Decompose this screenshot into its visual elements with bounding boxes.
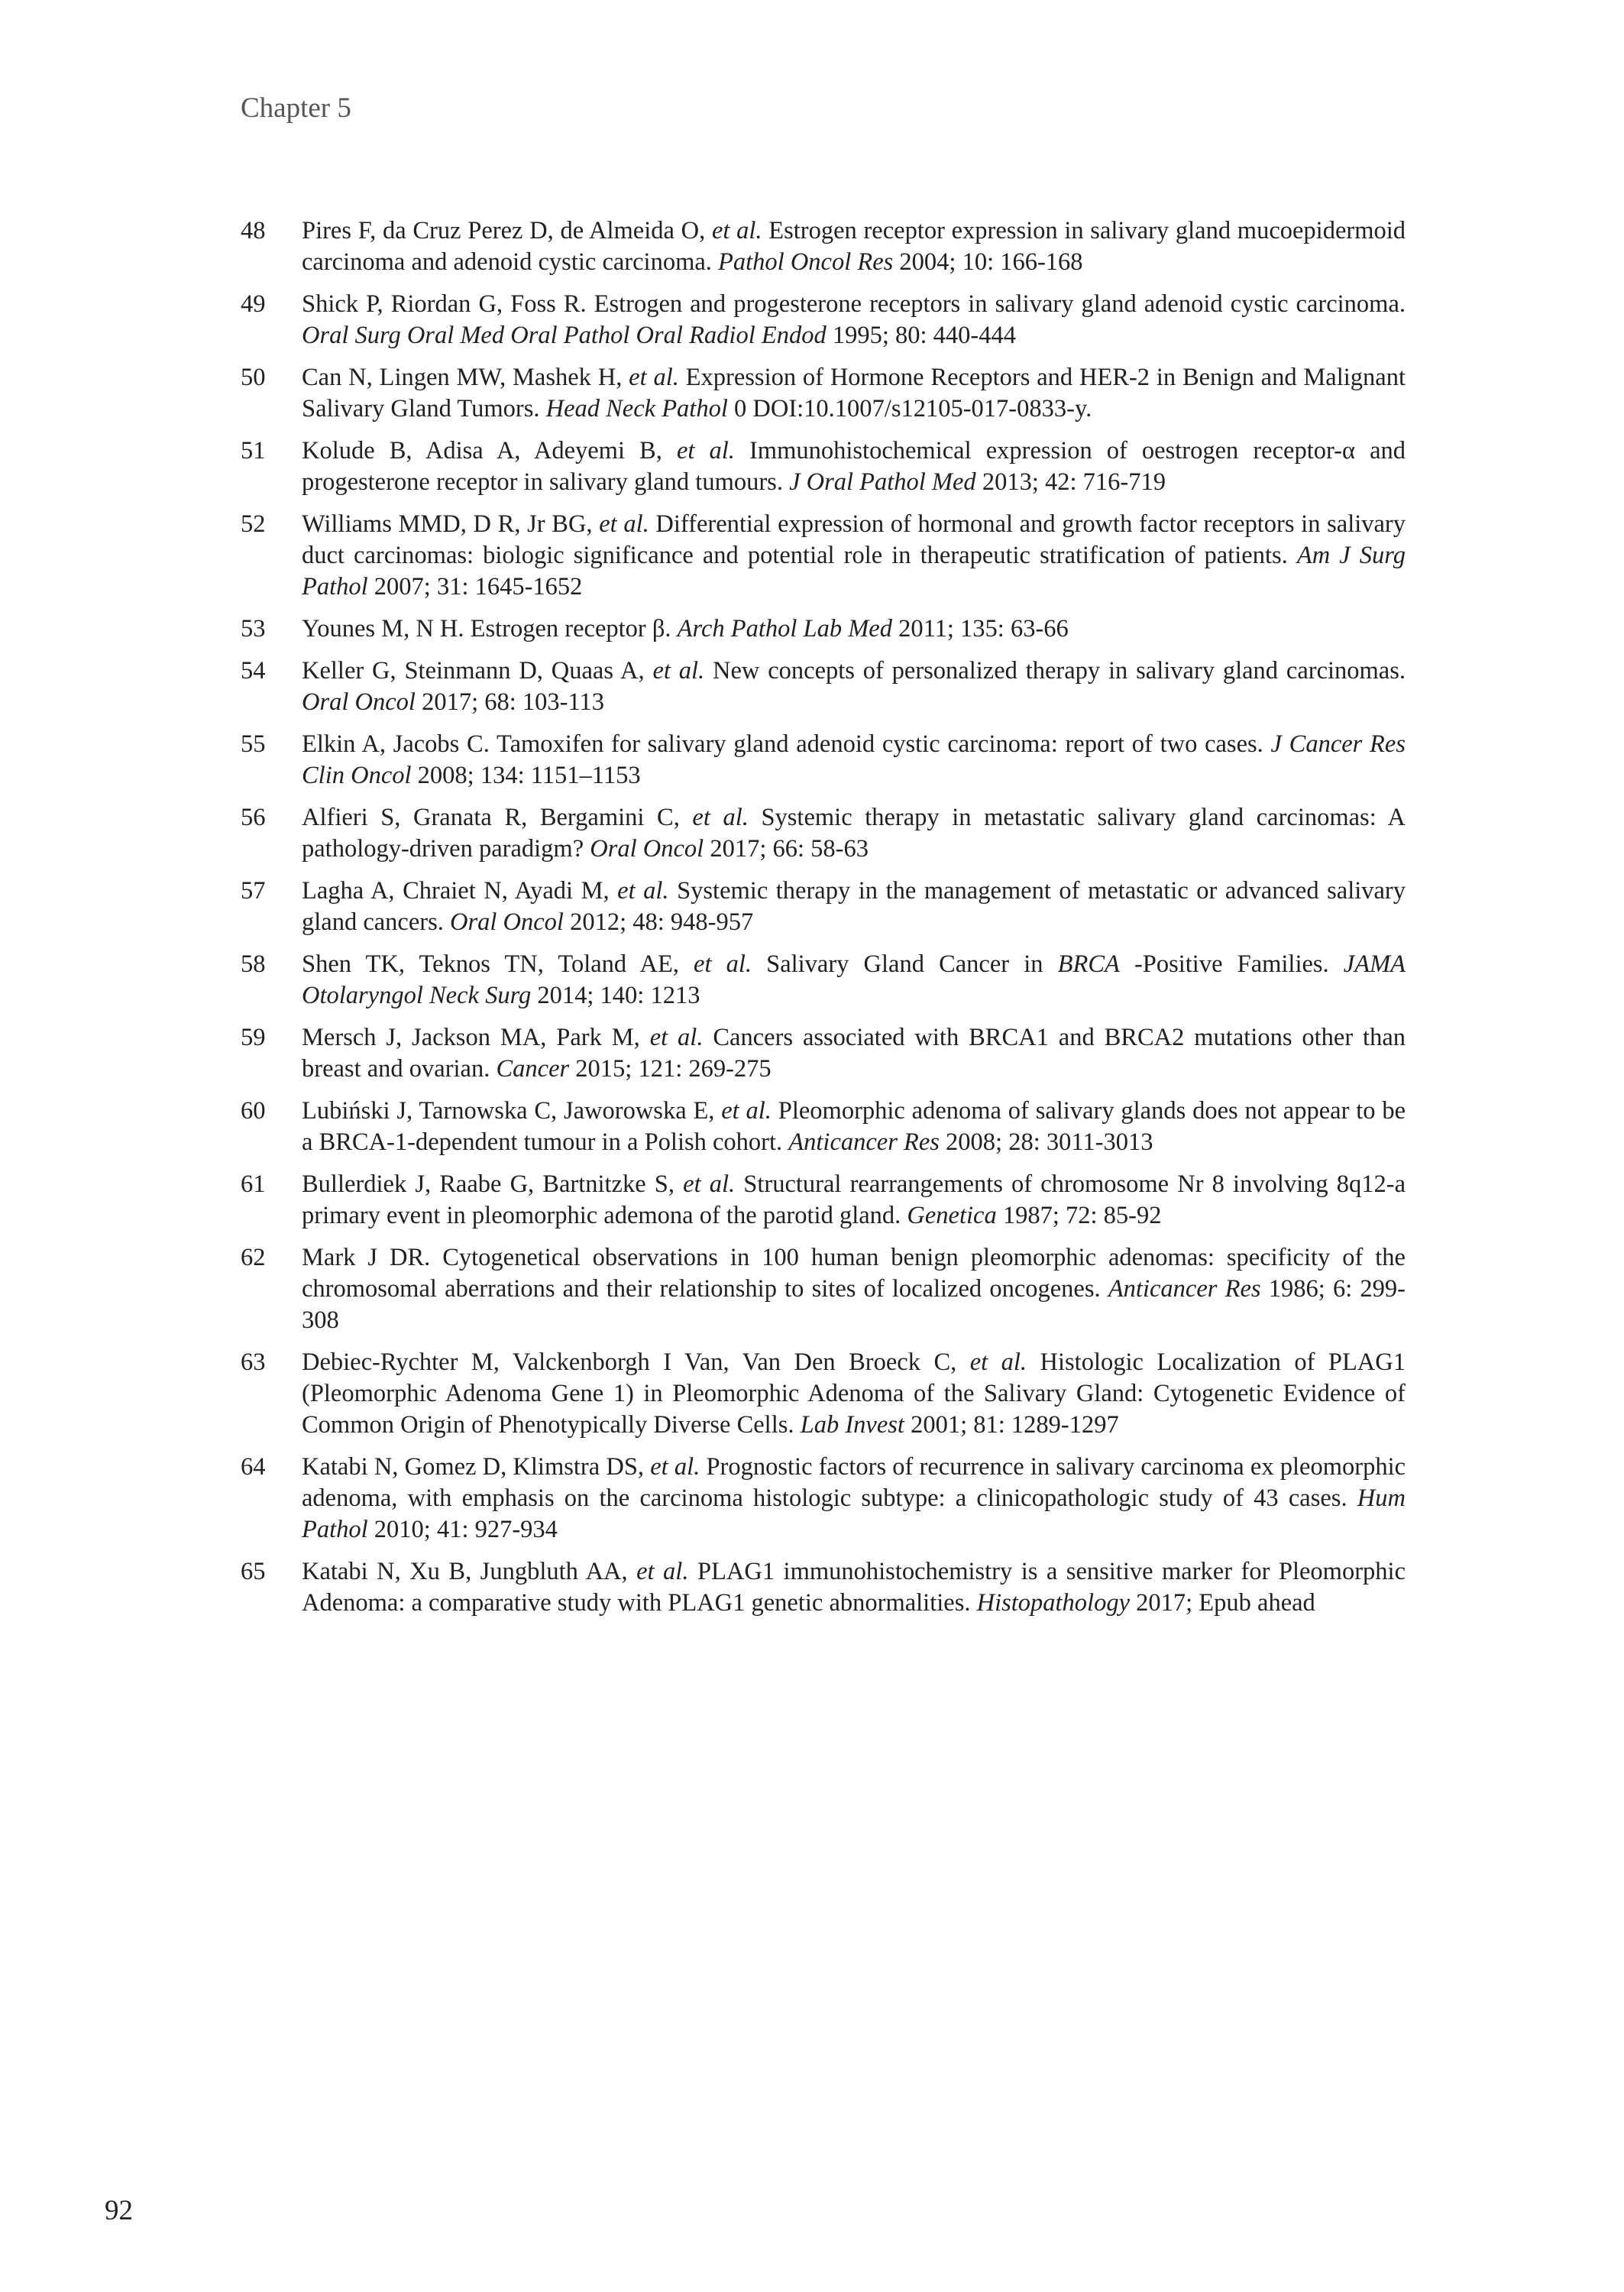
- reference-text: [302, 613, 1406, 645]
- reference-authors: Kolude B, Adisa A, Adeyemi B,: [302, 437, 677, 465]
- reference-details: 2014; 140: 1213: [531, 982, 700, 1009]
- reference-list: [241, 215, 1406, 1630]
- reference-journal: Pathol Oncol Res: [718, 248, 894, 276]
- reference-title: Differential expression of hormonal and growth factor receptors in salivary duct carcinomas: biologic significance and potential role in therapeutic stratification of patients.: [302, 510, 1406, 569]
- reference-item: [241, 656, 1406, 718]
- reference-item: [241, 1452, 1406, 1546]
- reference-text: [302, 802, 1406, 865]
- reference-number: 60: [241, 1097, 266, 1125]
- chapter-header: Chapter 5: [241, 92, 351, 124]
- reference-authors: Elkin A, Jacobs C.: [302, 730, 497, 758]
- reference-title: Prognostic factors of recurrence in salivary carcinoma ex pleomorphic adenoma, with emphasis on the carcinoma histologic subtype: a clinicopathologic study of 43 cases.: [302, 1453, 1406, 1512]
- reference-number: 50: [241, 364, 266, 391]
- reference-etal: et al.: [711, 217, 762, 244]
- reference-details: 2017; 68: 103-113: [415, 688, 605, 716]
- reference-journal: Genetica: [907, 1202, 997, 1229]
- reference-title: Expression of Hormone Receptors and HER-2 in Benign and Malignant Salivary Gland Tumors.: [302, 364, 1406, 422]
- reference-etal: et al.: [650, 1453, 700, 1481]
- reference-authors: Mersch J, Jackson MA, Park M,: [302, 1024, 650, 1051]
- reference-authors: Katabi N, Gomez D, Klimstra DS,: [302, 1453, 651, 1481]
- reference-text: [302, 1022, 1406, 1085]
- reference-authors: Can N, Lingen MW, Mashek H,: [302, 364, 629, 391]
- reference-title: Systemic therapy in metastatic salivary gland carcinomas: A pathology-driven paradigm?: [302, 804, 1406, 863]
- reference-authors: Shick P, Riordan G, Foss R.: [302, 290, 594, 318]
- reference-authors: Younes M, N H.: [302, 615, 471, 643]
- reference-etal: et al.: [692, 804, 749, 831]
- reference-etal: et al.: [694, 950, 752, 978]
- reference-authors: Williams MMD, D R, Jr BG,: [302, 510, 600, 538]
- reference-item: [241, 1169, 1406, 1232]
- reference-title: Histologic Localization of PLAG1 (Pleomorphic Adenoma Gene 1) in Pleomorphic Adenoma of the Salivary Gland: Cytogenetic Evidence of Common Origin of Phenotypically Diverse Cells.: [302, 1348, 1406, 1439]
- reference-title: Structural rearrangements of chromosome Nr 8 involving 8q12-a primary event in pleomorphic ademona of the parotid gland.: [302, 1170, 1406, 1229]
- reference-item: [241, 1242, 1406, 1336]
- reference-text: [302, 729, 1406, 792]
- reference-etal: et al.: [676, 437, 735, 465]
- reference-item: [241, 802, 1406, 865]
- reference-etal: et al.: [969, 1348, 1027, 1376]
- reference-title: Cytogenetical observations in 100 human benign pleomorphic adenomas: specificity of the chromosomal aberrations and their relationship to sites of localized oncogenes.: [302, 1244, 1406, 1303]
- reference-item: [241, 1347, 1406, 1441]
- reference-item: [241, 1022, 1406, 1085]
- reference-journal: Anticancer Res: [788, 1128, 940, 1156]
- reference-journal: Lab Invest: [800, 1411, 904, 1439]
- reference-text: [302, 1452, 1406, 1546]
- reference-details: 0 DOI:10.1007/s12105-017-0833-y.: [727, 395, 1092, 422]
- reference-item: [241, 949, 1406, 1012]
- reference-journal: J Oral Pathol Med: [789, 468, 976, 496]
- reference-journal: Cancer: [496, 1055, 570, 1083]
- page-number: 92: [105, 2195, 133, 2226]
- reference-title: Estrogen receptor β.: [470, 615, 678, 643]
- reference-item: [241, 435, 1406, 498]
- reference-title: PLAG1 immunohistochemistry is a sensitive marker for Pleomorphic Adenoma: a comparative study with PLAG1 genetic abnormalities.: [302, 1558, 1406, 1617]
- reference-text: [302, 1242, 1406, 1336]
- reference-details: 2017; 66: 58-63: [704, 835, 869, 863]
- reference-title-after: -Positive Families.: [1119, 950, 1344, 978]
- reference-details: 2007; 31: 1645-1652: [367, 573, 583, 601]
- reference-title: Cancers associated with BRCA1 and BRCA2 mutations other than breast and ovarian.: [302, 1024, 1406, 1083]
- reference-details: 2004; 10: 166-168: [893, 248, 1083, 276]
- reference-etal: et al.: [649, 1024, 704, 1051]
- reference-etal: et al.: [721, 1097, 772, 1125]
- reference-title: Tamoxifen for salivary gland adenoid cystic carcinoma: report of two cases.: [497, 730, 1271, 758]
- reference-text: [302, 1096, 1406, 1158]
- reference-title-italic: BRCA: [1057, 950, 1120, 978]
- reference-authors: Mark J DR.: [302, 1244, 443, 1271]
- reference-item: [241, 613, 1406, 645]
- reference-details: 1986; 6: 299-308: [302, 1275, 1406, 1334]
- reference-item: [241, 215, 1406, 278]
- reference-journal: Oral Oncol: [450, 908, 564, 936]
- reference-authors: Lagha A, Chraiet N, Ayadi M,: [302, 877, 618, 905]
- reference-text: [302, 1347, 1406, 1441]
- reference-etal: et al.: [636, 1558, 689, 1585]
- reference-text: [302, 656, 1406, 718]
- reference-text: [302, 1169, 1406, 1232]
- reference-number: 54: [241, 657, 266, 685]
- reference-number: 51: [241, 437, 266, 465]
- reference-title: New concepts of personalized therapy in salivary gland carcinomas.: [704, 657, 1406, 685]
- reference-journal: Histopathology: [976, 1589, 1131, 1617]
- reference-number: 48: [241, 217, 266, 244]
- reference-number: 59: [241, 1024, 266, 1051]
- reference-details: 1987; 72: 85-92: [996, 1202, 1162, 1229]
- reference-details: 2001; 81: 1289-1297: [904, 1411, 1119, 1439]
- reference-number: 57: [241, 877, 266, 905]
- reference-authors: Keller G, Steinmann D, Quaas A,: [302, 657, 653, 685]
- reference-item: [241, 1096, 1406, 1158]
- reference-details: 2010; 41: 927-934: [367, 1516, 558, 1543]
- reference-number: 65: [241, 1558, 266, 1585]
- reference-number: 56: [241, 804, 266, 831]
- reference-authors: Lubiński J, Tarnowska C, Jaworowska E,: [302, 1097, 722, 1125]
- reference-journal: JAMA Otolaryngol Neck Surg: [302, 950, 1406, 1009]
- reference-title: Salivary Gland Cancer in: [752, 950, 1058, 978]
- reference-item: [241, 1556, 1406, 1619]
- reference-text: [302, 876, 1406, 938]
- reference-title: Systemic therapy in the management of metastatic or advanced salivary gland cancers.: [302, 877, 1406, 936]
- reference-number: 58: [241, 950, 266, 978]
- reference-number: 53: [241, 615, 266, 643]
- reference-etal: et al.: [599, 510, 649, 538]
- reference-journal: Oral Oncol: [590, 835, 704, 863]
- reference-title: Estrogen receptor expression in salivary gland mucoepidermoid carcinoma and adenoid cystic carcinoma.: [302, 217, 1406, 276]
- reference-journal: Arch Pathol Lab Med: [677, 615, 892, 643]
- reference-number: 55: [241, 730, 266, 758]
- reference-details: 1995; 80: 440-444: [826, 322, 1016, 349]
- reference-journal: Am J Surg Pathol: [302, 542, 1406, 601]
- reference-details: 2017; Epub ahead: [1130, 1589, 1315, 1617]
- reference-item: [241, 289, 1406, 351]
- reference-authors: Bullerdiek J, Raabe G, Bartnitzke S,: [302, 1170, 684, 1198]
- reference-title: Pleomorphic adenoma of salivary glands does not appear to be a BRCA-1-dependent tumour in a Polish cohort.: [302, 1097, 1406, 1156]
- reference-text: [302, 215, 1406, 278]
- reference-journal: Head Neck Pathol: [545, 395, 728, 422]
- reference-journal: J Cancer Res Clin Oncol: [302, 730, 1406, 789]
- reference-details: 2008; 28: 3011-3013: [939, 1128, 1153, 1156]
- reference-journal: Oral Surg Oral Med Oral Pathol Oral Radiol Endod: [302, 322, 827, 349]
- reference-title: Estrogen and progesterone receptors in salivary gland adenoid cystic carcinoma.: [594, 290, 1406, 318]
- reference-etal: et al.: [617, 877, 669, 905]
- reference-authors: Debiec-Rychter M, Valckenborgh I Van, Van Den Broeck C,: [302, 1348, 970, 1376]
- reference-details: 2013; 42: 716-719: [975, 468, 1166, 496]
- reference-item: [241, 362, 1406, 425]
- reference-number: 49: [241, 290, 266, 318]
- reference-authors: Shen TK, Teknos TN, Toland AE,: [302, 950, 694, 978]
- reference-text: [302, 362, 1406, 425]
- reference-item: [241, 876, 1406, 938]
- reference-number: 63: [241, 1348, 266, 1376]
- reference-number: 64: [241, 1453, 266, 1481]
- reference-text: [302, 1556, 1406, 1619]
- reference-text: [302, 509, 1406, 603]
- reference-authors: Pires F, da Cruz Perez D, de Almeida O,: [302, 217, 712, 244]
- reference-number: 62: [241, 1244, 266, 1271]
- reference-details: 2015; 121: 269-275: [569, 1055, 772, 1083]
- reference-details: 2011; 135: 63-66: [891, 615, 1069, 643]
- reference-etal: et al.: [652, 657, 705, 685]
- reference-journal: Hum Pathol: [302, 1484, 1406, 1543]
- reference-details: 2012; 48: 948-957: [563, 908, 754, 936]
- reference-text: [302, 435, 1406, 498]
- reference-text: [302, 289, 1406, 351]
- reference-journal: Anticancer Res: [1108, 1275, 1261, 1303]
- reference-etal: et al.: [629, 364, 679, 391]
- reference-title: Immunohistochemical expression of oestrogen receptor-α and progesterone receptor in salivary gland tumours.: [302, 437, 1406, 496]
- reference-journal: Oral Oncol: [302, 688, 416, 716]
- reference-item: [241, 509, 1406, 603]
- reference-details: 2008; 134: 1151–1153: [411, 762, 641, 789]
- reference-etal: et al.: [683, 1170, 736, 1198]
- reference-text: [302, 949, 1406, 1012]
- reference-authors: Katabi N, Xu B, Jungbluth AA,: [302, 1558, 637, 1585]
- reference-number: 52: [241, 510, 266, 538]
- reference-number: 61: [241, 1170, 266, 1198]
- reference-item: [241, 729, 1406, 792]
- reference-authors: Alfieri S, Granata R, Bergamini C,: [302, 804, 693, 831]
